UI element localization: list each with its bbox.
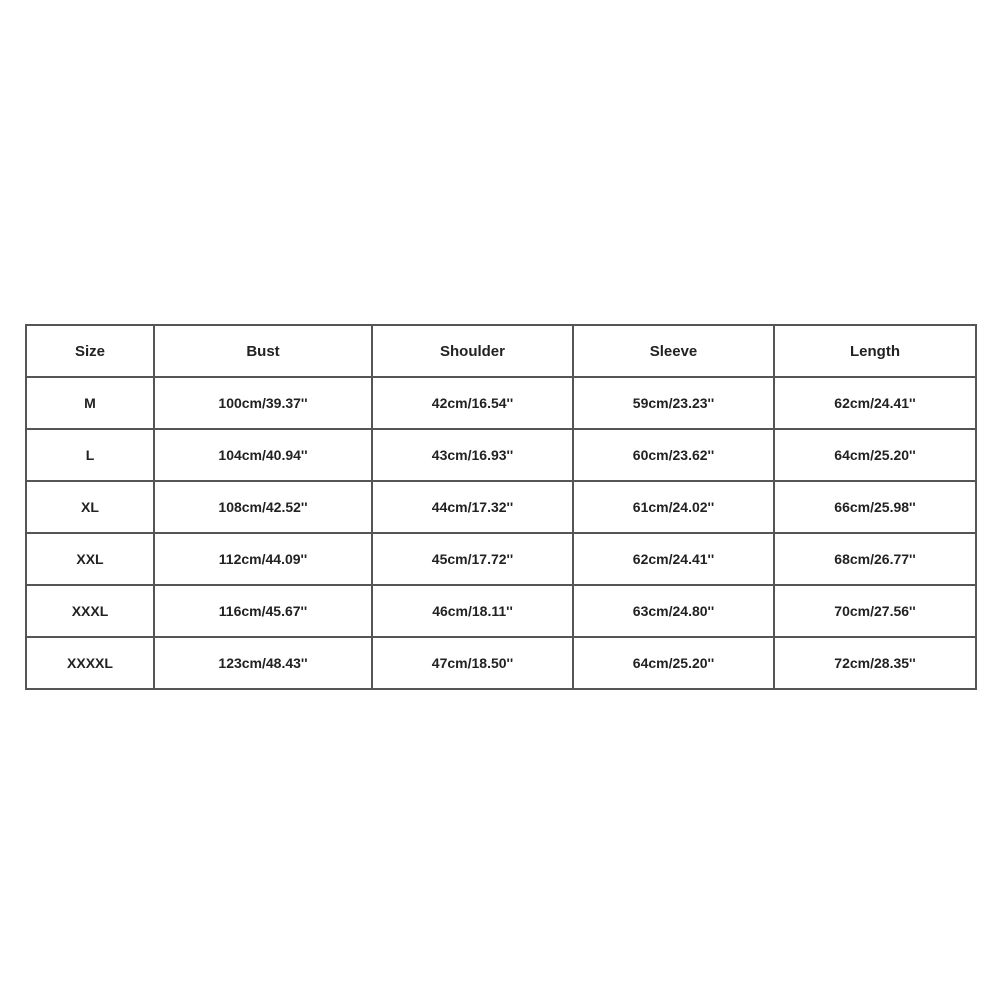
cell-bust: 104cm/40.94'' <box>154 429 372 481</box>
header-shoulder: Shoulder <box>372 325 573 377</box>
header-size: Size <box>26 325 154 377</box>
cell-sleeve: 59cm/23.23'' <box>573 377 774 429</box>
cell-shoulder: 47cm/18.50'' <box>372 637 573 689</box>
cell-length: 68cm/26.77'' <box>774 533 976 585</box>
cell-sleeve: 62cm/24.41'' <box>573 533 774 585</box>
table-row <box>26 585 976 637</box>
cell-length: 70cm/27.56'' <box>774 585 976 637</box>
cell-shoulder: 43cm/16.93'' <box>372 429 573 481</box>
header-sleeve: Sleeve <box>573 325 774 377</box>
cell-sleeve: 63cm/24.80'' <box>573 585 774 637</box>
cell-length: 62cm/24.41'' <box>774 377 976 429</box>
cell-size: XL <box>26 481 154 533</box>
cell-length: 66cm/25.98'' <box>774 481 976 533</box>
cell-length: 72cm/28.35'' <box>774 637 976 689</box>
cell-sleeve: 64cm/25.20'' <box>573 637 774 689</box>
cell-bust: 116cm/45.67'' <box>154 585 372 637</box>
table-row <box>26 377 976 429</box>
cell-shoulder: 45cm/17.72'' <box>372 533 573 585</box>
header-length: Length <box>774 325 976 377</box>
cell-bust: 123cm/48.43'' <box>154 637 372 689</box>
header-bust: Bust <box>154 325 372 377</box>
table-row <box>26 429 976 481</box>
cell-size: XXL <box>26 533 154 585</box>
table-row <box>26 481 976 533</box>
cell-bust: 112cm/44.09'' <box>154 533 372 585</box>
header-row <box>26 325 976 377</box>
cell-size: XXXXL <box>26 637 154 689</box>
cell-shoulder: 42cm/16.54'' <box>372 377 573 429</box>
cell-bust: 108cm/42.52'' <box>154 481 372 533</box>
table-row <box>26 533 976 585</box>
cell-sleeve: 60cm/23.62'' <box>573 429 774 481</box>
cell-length: 64cm/25.20'' <box>774 429 976 481</box>
size-chart-table <box>25 324 977 690</box>
cell-shoulder: 46cm/18.11'' <box>372 585 573 637</box>
cell-bust: 100cm/39.37'' <box>154 377 372 429</box>
cell-sleeve: 61cm/24.02'' <box>573 481 774 533</box>
cell-size: M <box>26 377 154 429</box>
cell-size: L <box>26 429 154 481</box>
table-row <box>26 637 976 689</box>
cell-shoulder: 44cm/17.32'' <box>372 481 573 533</box>
cell-size: XXXL <box>26 585 154 637</box>
